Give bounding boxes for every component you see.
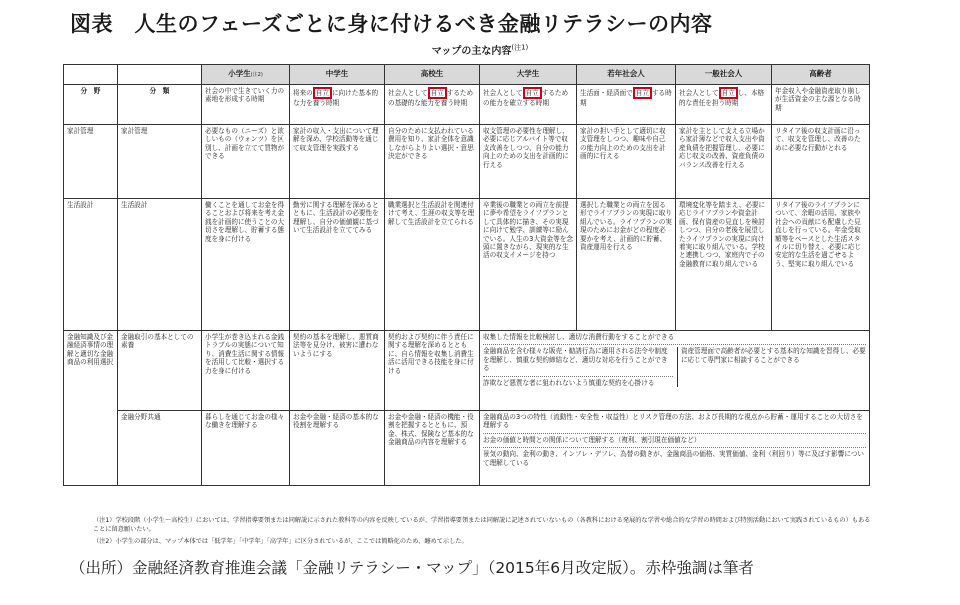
subtitle-note: (注1): [511, 43, 529, 52]
category-basic: 金融取引の基本としての素養: [118, 331, 202, 411]
basic-span-low: 詐欺など悪質な者に狙われないよう慎重な契約を心掛ける: [483, 376, 673, 387]
finance-basic-row: [64, 331, 870, 411]
lifeplan-young-worker: 選択した職業との両立を図る形でライフプランの実現に取り組んでいる。ライフプランの実現のためにお金がどの程度必要かを考え、計画的に貯蓄、資産運用を行える: [577, 199, 676, 331]
purpose-elderly: 年金収入や金融資産取り崩しが生活資金の主な源となる時期: [772, 85, 870, 125]
highlight-jiritsu: 自立: [719, 87, 738, 99]
common-span-2: お金の価値と時間との関係について理解する（複利、割引現在価値など）: [483, 433, 866, 444]
source-credit: （出所）金融経済教育推進会議「金融リテラシー・マップ」（2015年6月改定版）。赤枠強調は筆者: [70, 559, 754, 577]
header-junior: 中学生: [290, 65, 385, 85]
lifeplan-elderly: リタイア後のライフプランについて、余暇の活用、家族や社会への貢献にも配慮した見直しを行っている。年金受取額等をベースとした生活スタイルに切り替え、必要に応じ安定的な生活を過ごせるよう、堅実に取り組んでいる: [772, 199, 870, 331]
basic-span-top: 収集した情報を比較検討し、適切な消費行動をすることができる: [483, 333, 675, 341]
field-household: 家計管理: [64, 125, 118, 199]
text: し、本格的な責任を担う時期: [679, 89, 765, 107]
basic-high: 契約および契約に伴う責任に関する理解を深めるとともに、自ら情報を収集し消費生活に活用できる技能を身に付ける: [385, 331, 480, 411]
text: 生活面・経済面で: [580, 89, 633, 97]
text: 社会人として: [679, 89, 719, 97]
field-axis-label: 分 野: [64, 85, 118, 125]
highlight-jiritsu: 自立: [428, 87, 447, 99]
text: 社会人として: [483, 89, 523, 97]
household-row: [64, 125, 870, 199]
subtitle-text: マップの主な内容: [431, 46, 512, 57]
header-elementary: [202, 65, 290, 85]
literacy-map-table: [63, 64, 870, 486]
header-blank: [118, 65, 202, 85]
household-young-worker: 家計の担い手として適切に収支管理をしつつ、趣味や自己の能力向上のための支出を計画的に行える: [577, 125, 676, 199]
text: に向けた基本的な力を養う時期: [293, 89, 379, 107]
purpose-university: [480, 85, 577, 125]
common-junior: お金や金融・経済の基本的な役割を理解する: [290, 411, 385, 486]
map-subtitle: [0, 42, 960, 57]
category-axis-label: 分 類: [118, 85, 202, 125]
highlight-jiritsu: 自立: [313, 87, 332, 99]
household-general-worker: 家計を主として支える立場から家計簿などで収入支出や資産負債を把握管理し、必要に応じ収支の改善、資産負債のバランス改善を行える: [676, 125, 772, 199]
text: 将来の: [293, 89, 313, 97]
basic-worker-right: 資産管理面で高齢者が必要とする基本的な知識を習得し、必要に応じて専門家に相談することができる: [677, 347, 866, 387]
field-finance: 金融知識及び金融経済事情の理解と適切な金融商品の利用選択: [64, 331, 118, 486]
header-blank: [64, 65, 118, 85]
header-elderly: 高齢者: [772, 65, 870, 85]
household-junior: 家計の収入・支出について理解を深め、学校活動等を通じて収支管理を実践する: [290, 125, 385, 199]
lifeplan-university: 卒業後の職業との両立を前提に夢や希望をライフプランとして具体的に描き、その実現に向けて勉学、訓練等に励んでいる。人生の3大資金等を念頭に置きながら、現実的な生活の収支イメージを持つ: [480, 199, 577, 331]
highlight-jiritsu: 自立: [523, 87, 542, 99]
text: するための基礎的な能力を養う時期: [388, 89, 474, 107]
purpose-high: [385, 85, 480, 125]
purpose-general-worker: [676, 85, 772, 125]
purpose-junior: [290, 85, 385, 125]
highlight-jiritsu: 自立: [633, 87, 652, 99]
common-span-cell: [480, 411, 870, 486]
household-elderly: リタイア後の収支計画に沿って、収支を管理し、改善のために必要な行動がとれる: [772, 125, 870, 199]
text: 社会人として: [388, 89, 428, 97]
household-elementary: 必要なもの（ニーズ）と欲しいもの（ウォンツ）を区別し、計画を立てて買物ができる: [202, 125, 290, 199]
category-household: 家計管理: [118, 125, 202, 199]
purpose-row: [64, 85, 870, 125]
finance-common-row: [64, 411, 870, 486]
basic-span-mid: 金融商品を含む様々な販売・勧誘行為に適用される法令や制度を理解し、慎重な契約締結など、適切な対応を行うことができる: [483, 347, 668, 373]
lifeplan-high: 職業選択と生活設計を関連付けて考え、生涯の収支等を理解して生活設計を立てられる: [385, 199, 480, 331]
figure-title: 図表 人生のフェーズごとに身に付けるべき金融リテラシーの内容: [70, 12, 713, 36]
header-row: [64, 65, 870, 85]
basic-span-split: [483, 344, 866, 387]
footnote-1: （注1）学校段階（小学生～高校生）においては、学習指導要領または同解説に示された教科等の内容を反映しているが、学習指導要領または同解説に記述されていないもの（各教科における発展的な学習や総合的な学習の時間および特別活動において実践されているもの）もあることに留意願いたい。: [93, 517, 871, 533]
text: するための能力を確立する時期: [483, 89, 569, 107]
basic-elementary: 小学生が巻き込まれる金銭トラブルの実態について知り、消費生活に関する情報を活用して比較・選択する力を身に付ける: [202, 331, 290, 411]
purpose-elementary: 社会の中で生きていく力の素地を形成する時期: [202, 85, 290, 125]
footnote-2: （注2）小学生の部分は、マップ本体では「低学年」「中学年」「高学年」に区分されているが、ここでは簡略化のため、纏めて示した。: [93, 538, 468, 545]
header-label: 小学生: [228, 68, 251, 78]
footnotes: [93, 516, 873, 549]
common-span-3: 景気の動向、金利の動き、インフレ・デフレ、為替の動きが、金融商品の価格、実質価値、金利（利回り）等に及ぼす影響について理解している: [483, 447, 866, 467]
field-lifeplan: 生活設計: [64, 199, 118, 331]
header-general-worker: 一般社会人: [676, 65, 772, 85]
basic-span-cell: [480, 331, 870, 411]
lifeplan-elementary: 働くことを通してお金を得ることおよび将来を考え金銭を計画的に使うことの大切さを理解し、貯蓄する態度を身に付ける: [202, 199, 290, 331]
basic-junior: 契約の基本を理解し、悪質商法等を見分け、被害に遭わないようにする: [290, 331, 385, 411]
household-high: 自分のために支払われている費用を知り、家計全体を意識しながらよりよい選択・意思決定ができる: [385, 125, 480, 199]
category-lifeplan: 生活設計: [118, 199, 202, 331]
header-note: (注2): [250, 71, 263, 78]
header-high: 高校生: [385, 65, 480, 85]
header-university: 大学生: [480, 65, 577, 85]
header-young-worker: 若年社会人: [577, 65, 676, 85]
category-common: 金融分野共通: [118, 411, 202, 486]
text: する時期: [580, 89, 672, 107]
household-university: 収支管理の必要性を理解し、必要に応じアルバイト等で収支改善をしつつ、自分の能力向上のための支出を計画的に行える: [480, 125, 577, 199]
common-elementary: 暮らしを通じてお金の様々な働きを理解する: [202, 411, 290, 486]
purpose-young-worker: [577, 85, 676, 125]
lifeplan-row: [64, 199, 870, 331]
lifeplan-junior: 勤労に関する理解を深めるとともに、生活設計の必要性を理解し、自分の価値観に基づいて生活設計を立ててみる: [290, 199, 385, 331]
common-span-1: 金融商品の3つの特性（流動性・安全性・収益性）とリスク管理の方法、および長期的な視点から貯蓄・運用することの大切さを理解する: [483, 413, 863, 430]
lifeplan-general-worker: 環境変化等を踏まえ、必要に応じライフプランや資金計画、保有資産の見直しを検討しつつ、自分の老後を展望したライフプランの実現に向け着実に取り組んでいる。学校と連携しつつ、家庭内で子の金融教育に取り組んでいる: [676, 199, 772, 331]
common-high: お金や金融・経済の機能・役割を把握するとともに、預金、株式、保険など基本的な金融商品の内容を理解する: [385, 411, 480, 486]
basic-span-left: [483, 347, 673, 387]
